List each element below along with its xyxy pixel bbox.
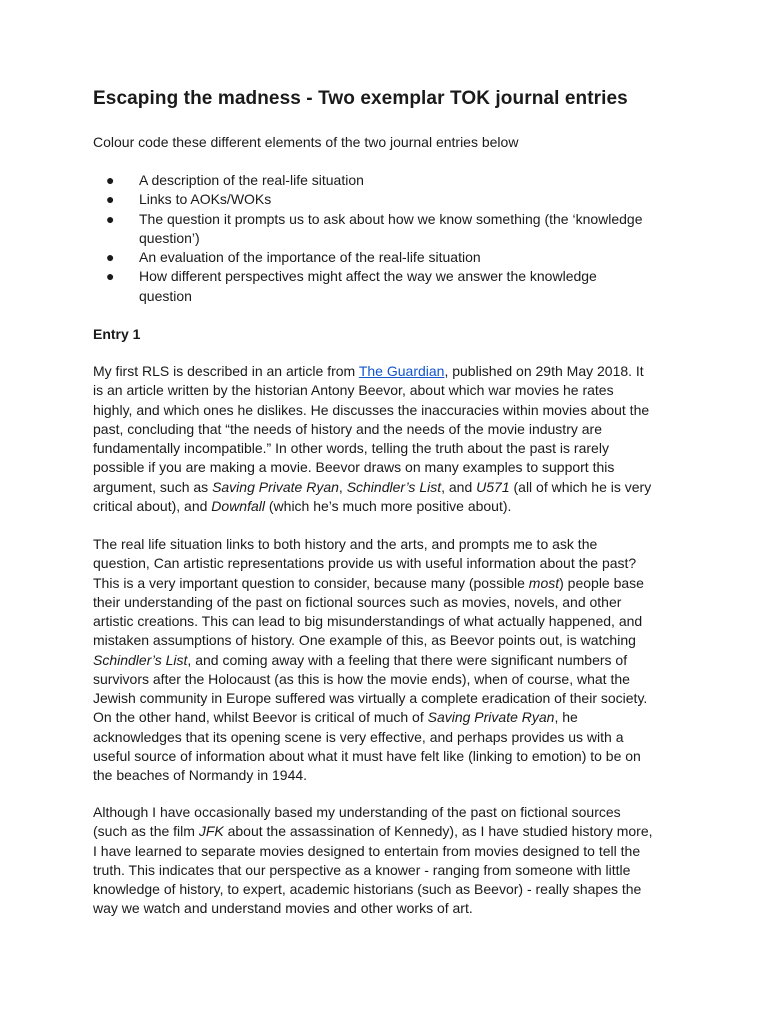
bullet-text: The question it prompts us to ask about how we know something (the ‘knowledge [139,210,643,227]
text-line: past, concluding that “the needs of history and the needs of the movie industry are [93,420,602,437]
text-line: acknowledges that its opening scene is very effective, and perhaps provides us with a [93,728,624,745]
text-run: On the other hand, whilst Beevor is critical of much of [93,709,428,726]
text-line [93,362,683,381]
text-line: highly, and which ones he dislikes. He discusses the inaccuracies within movies about the [93,401,650,418]
text-line: fundamentally incompatible.” In other words, telling the truth about the past is rarely [93,440,609,456]
text-line: artistic creations. This can lead to big misunderstandings of what actually happened, and [93,613,643,629]
movie-title: Schindler’s List [93,651,188,668]
paragraph-perspectives [93,803,683,919]
text-line: mistaken assumptions of history. One example of this, as Beevor points out, is watching [93,632,636,649]
bullet-item [93,190,683,209]
emphasis: most [528,574,560,591]
paragraph-knowledge-question [93,535,683,785]
movie-title: Saving Private Ryan [212,478,339,495]
text-line: knowledge of history, to expert, academic historians (such as Beevor) - really shapes the [93,881,642,897]
movie-title: Downfall [211,497,265,514]
text-run: , published on 29th May 2018. It [444,363,644,379]
bullet-text-continued: question [139,287,192,304]
text-line [93,708,683,727]
text-run: (all of which he is very [509,478,652,495]
bullet-dot: ● [106,210,115,227]
text-line: Although I have occasionally based my understanding of the past on fictional sources [93,804,621,820]
paragraph-rls-description [93,362,683,516]
bullet-text: A description of the real-life situation [139,172,364,188]
text-run: critical about), and [93,497,212,514]
movie-title: Saving Private Ryan [427,709,555,726]
text-line: question, Can artistic representations provide us with useful information about the past? [93,555,637,572]
text-run: (which he’s much more positive about). [265,497,512,514]
bullet-item [93,248,683,267]
bullet-list [93,171,683,306]
text-run: , and [441,478,477,495]
bullet-dot: ● [106,249,115,266]
guardian-link[interactable]: The Guardian [358,363,445,379]
document-title: Escaping the madness - Two exemplar TOK journal entries [93,88,628,109]
bullet-text-continued: question’) [139,229,200,246]
movie-title: U571 [476,478,510,495]
text-run: This is a very important question to consider, because many (possible [93,574,529,591]
bullet-dot: ● [106,172,115,188]
text-line: is an article written by the historian Antony Beevor, about which war movies he rates [93,382,614,399]
bullet-text: Links to AOKs/WOKs [139,191,272,208]
text-line [93,574,683,593]
text-line: their understanding of the past on fictional sources such as movies, novels, and other [93,593,622,610]
text-run: ) people base [559,574,644,591]
bullet-dot: ● [106,191,115,208]
bullet-item [93,210,683,249]
text-line: useful source of information about what it must have felt like (linking to emotion) to be on [93,747,641,764]
movie-title: Schindler’s List [346,478,442,495]
text-line [93,822,683,841]
text-run: argument, such as [93,478,213,495]
text-line: survivors after the Holocaust (as this is how the movie ends), when of course, what the [93,670,630,687]
text-run: , [338,478,347,495]
text-line: way we watch and understand movies and other works of art. [93,900,473,917]
text-line: I have learned to separate movies designed to entertain from movies designed to tell the [93,842,641,859]
text-line: Jewish community in Europe suffered was virtually a complete eradication of their society. [93,690,648,706]
text-line: The real life situation links to both history and the arts, and prompts me to ask the [93,536,598,552]
bullet-item [93,171,683,190]
bullet-text: How different perspectives might affect the way we answer the knowledge [139,268,597,285]
movie-title: JFK [198,823,224,840]
intro-text: Colour code these different elements of the two journal entries below [93,134,519,150]
bullet-text: An evaluation of the importance of the real-life situation [139,249,481,266]
text-line [93,478,683,497]
text-line: truth. This indicates that our perspective as a knower - ranging from someone with little [93,861,631,878]
text-run: , he [554,709,578,726]
bullet-item [93,267,683,306]
text-line: possible if you are making a movie. Beevor draws on many examples to support this [93,459,615,476]
text-line [93,651,683,670]
bullet-dot: ● [106,268,115,285]
text-run: , and coming away with a feeling that there were significant numbers of [187,651,628,668]
text-run: about the assassination of Kennedy), as I have studied history more, [223,823,653,840]
text-run: (such as the film [93,823,199,840]
text-line: the beaches of Normandy in 1944. [93,767,308,783]
text-line [93,497,683,516]
entry-heading: Entry 1 [93,326,141,342]
text-run: My first RLS is described in an article from [93,363,359,379]
